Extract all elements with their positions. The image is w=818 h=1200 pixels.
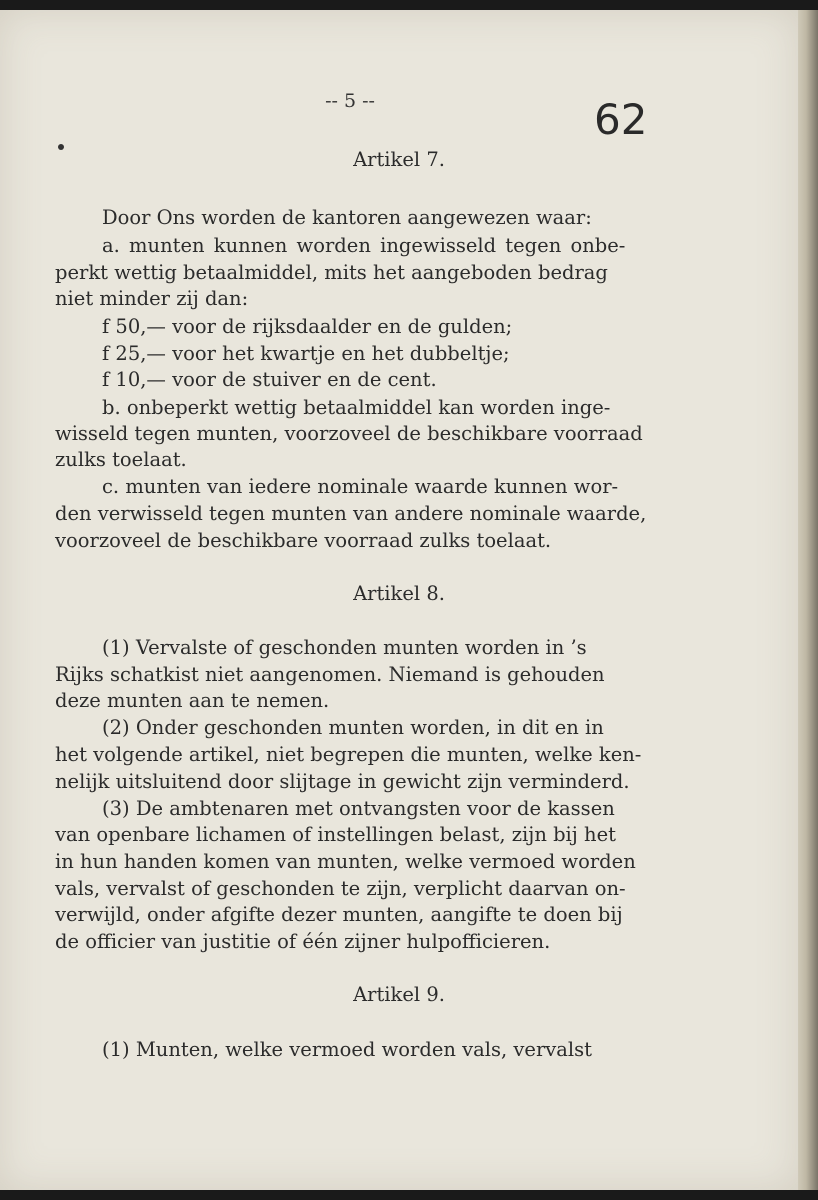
archive-stamp-number: 62 xyxy=(594,95,648,144)
article-heading: Artikel 7. xyxy=(353,148,445,171)
text-line: niet minder zij dan: xyxy=(55,287,249,310)
page-edge xyxy=(798,10,818,1190)
text-line: den verwisseld tegen munten van andere nominale waarde, xyxy=(55,502,647,525)
text-line: voorzoveel de beschikbare voorraad zulks toelaat. xyxy=(55,529,552,552)
text-line: deze munten aan te nemen. xyxy=(55,689,330,712)
text-line: (1) Munten, welke vermoed worden vals, vervalst xyxy=(102,1038,593,1061)
article-heading: Artikel 8. xyxy=(353,582,445,605)
text-line: van openbare lichamen of instellingen belast, zijn bij het xyxy=(55,823,616,846)
text-line: f 10,— voor de stuiver en de cent. xyxy=(102,368,437,391)
page-number: -- 5 -- xyxy=(325,90,375,112)
text-line: Door Ons worden de kantoren aangewezen waar: xyxy=(102,206,592,229)
text-line: in hun handen komen van munten, welke vermoed worden xyxy=(55,850,636,873)
text-line: zulks toelaat. xyxy=(55,448,187,471)
text-line: c. munten van iedere nominale waarde kunnen wor- xyxy=(102,475,619,498)
text-line: de officier van justitie of één zijner hulpofficieren. xyxy=(55,930,551,953)
article-heading: Artikel 9. xyxy=(353,983,445,1006)
text-line: vals, vervalst of geschonden te zijn, verplicht daarvan on- xyxy=(55,877,626,900)
text-line: (3) De ambtenaren met ontvangsten voor de kassen xyxy=(102,797,615,820)
text-line: het volgende artikel, niet begrepen die munten, welke ken- xyxy=(55,743,642,766)
text-line: (1) Vervalste of geschonden munten worden in ’s xyxy=(102,636,587,659)
text-line: Rijks schatkist niet aangenomen. Niemand is gehouden xyxy=(55,663,605,686)
text-line: f 25,— voor het kwartje en het dubbeltje; xyxy=(102,342,510,365)
text-line: (2) Onder geschonden munten worden, in dit en in xyxy=(102,716,604,739)
text-line: b. onbeperkt wettig betaalmiddel kan worden inge- xyxy=(102,396,611,419)
text-line: perkt wettig betaalmiddel, mits het aangeboden bedrag xyxy=(55,261,608,284)
text-line: verwijld, onder afgifte dezer munten, aangifte te doen bij xyxy=(55,903,623,926)
text-line: a. munten kunnen worden ingewisseld tegen onbe- xyxy=(102,234,626,257)
text-line: nelijk uitsluitend door slijtage in gewicht zijn verminderd. xyxy=(55,770,630,793)
text-line: wisseld tegen munten, voorzoveel de beschikbare voorraad xyxy=(55,422,643,445)
text-line: f 50,— voor de rijksdaalder en de gulden; xyxy=(102,315,513,338)
